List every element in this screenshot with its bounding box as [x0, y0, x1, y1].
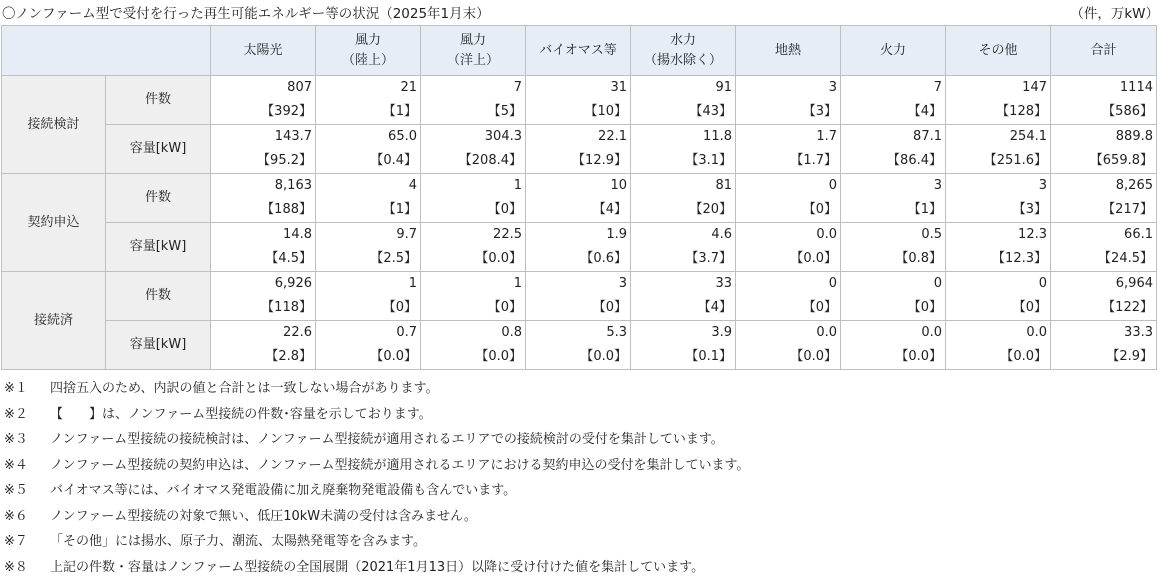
value-cell: 0.0 — [736, 223, 841, 248]
nonfirm-value-cell: 【217】 — [1051, 198, 1157, 223]
nonfirm-value-cell: 【0.4】 — [316, 149, 421, 174]
row-metric-label: 容量[kW] — [106, 321, 211, 370]
nonfirm-value-cell: 【122】 — [1051, 296, 1157, 321]
nonfirm-value-cell: 【0】 — [736, 198, 841, 223]
value-cell: 889.8 — [1051, 125, 1157, 150]
value-cell: 22.1 — [526, 125, 631, 150]
nonfirm-value-cell: 【0.0】 — [526, 345, 631, 370]
row-metric-label: 件数 — [106, 174, 211, 223]
value-cell: 3 — [946, 174, 1051, 199]
value-cell: 14.8 — [211, 223, 316, 248]
value-cell: 33.3 — [1051, 321, 1157, 346]
nonfirm-value-cell: 【0】 — [736, 296, 841, 321]
table-row — [2, 321, 1157, 346]
table-row — [2, 272, 1157, 297]
value-cell: 143.7 — [211, 125, 316, 150]
table-row — [2, 223, 1157, 248]
value-cell: 81 — [631, 174, 736, 199]
value-cell: 4 — [316, 174, 421, 199]
value-cell: 0 — [946, 272, 1051, 297]
value-cell: 5.3 — [526, 321, 631, 346]
value-cell: 8,265 — [1051, 174, 1157, 199]
row-group-label: 契約申込 — [2, 174, 106, 272]
value-cell: 12.3 — [946, 223, 1051, 248]
header-corner — [2, 26, 211, 76]
value-cell: 0.7 — [316, 321, 421, 346]
row-metric-label: 件数 — [106, 76, 211, 125]
nonfirm-value-cell: 【0】 — [526, 296, 631, 321]
value-cell: 3 — [841, 174, 946, 199]
nonfirm-value-cell: 【3.1】 — [631, 149, 736, 174]
value-cell: 304.3 — [421, 125, 526, 150]
nonfirm-value-cell: 【10】 — [526, 100, 631, 125]
nonfirm-value-cell: 【43】 — [631, 100, 736, 125]
value-cell: 22.5 — [421, 223, 526, 248]
value-cell: 0 — [736, 174, 841, 199]
note-item — [4, 504, 1164, 530]
note-item — [4, 529, 1164, 555]
nonfirm-value-cell: 【586】 — [1051, 100, 1157, 125]
table-row — [2, 125, 1157, 150]
nonfirm-value-cell: 【1】 — [841, 198, 946, 223]
note-mark: ※７ — [4, 529, 50, 555]
nonfirm-value-cell: 【0.6】 — [526, 247, 631, 272]
note-text: 【 】は、ノンファーム型接続の件数･容量を示しております。 — [50, 402, 432, 428]
nonfirm-value-cell: 【20】 — [631, 198, 736, 223]
column-header — [631, 26, 736, 76]
value-cell: 33 — [631, 272, 736, 297]
column-header-line: （洋上） — [421, 51, 525, 71]
nonfirm-value-cell: 【86.4】 — [841, 149, 946, 174]
value-cell: 7 — [841, 76, 946, 101]
value-cell: 254.1 — [946, 125, 1051, 150]
column-header-line: 太陽光 — [243, 43, 282, 58]
nonfirm-value-cell: 【3】 — [736, 100, 841, 125]
value-cell: 6,964 — [1051, 272, 1157, 297]
nonfirm-value-cell: 【4】 — [631, 296, 736, 321]
value-cell: 0 — [736, 272, 841, 297]
value-cell: 11.8 — [631, 125, 736, 150]
note-mark: ※８ — [4, 555, 50, 580]
value-cell: 8,163 — [211, 174, 316, 199]
note-text: 四捨五入のため、内訳の値と合計とは一致しない場合があります。 — [50, 376, 438, 402]
note-text: ノンファーム型接続の契約申込は、ノンファーム型接続が適用されるエリアにおける契約申込の受付を集計しています。 — [50, 453, 749, 479]
note-text: ノンファーム型接続の接続検討は、ノンファーム型接続が適用されるエリアでの接続検討の受付を集計しています。 — [50, 427, 724, 453]
nonfirm-value-cell: 【1.7】 — [736, 149, 841, 174]
column-header-line: 火力 — [880, 43, 906, 58]
nonfirm-value-cell: 【659.8】 — [1051, 149, 1157, 174]
table-row — [2, 174, 1157, 199]
nonfirm-value-cell: 【0.0】 — [316, 345, 421, 370]
note-mark: ※４ — [4, 453, 50, 479]
nonfirm-value-cell: 【4】 — [526, 198, 631, 223]
column-header-line: 風力 — [316, 31, 420, 51]
note-item — [4, 376, 1164, 402]
nonfirm-value-cell: 【0.8】 — [841, 247, 946, 272]
note-mark: ※１ — [4, 376, 50, 402]
value-cell: 0.0 — [736, 321, 841, 346]
table-row — [2, 76, 1157, 101]
column-header — [841, 26, 946, 76]
value-cell: 807 — [211, 76, 316, 101]
note-mark: ※６ — [4, 504, 50, 530]
title-row — [0, 0, 1165, 24]
nonfirm-value-cell: 【0.0】 — [841, 345, 946, 370]
value-cell: 65.0 — [316, 125, 421, 150]
row-metric-label: 件数 — [106, 272, 211, 321]
value-cell: 91 — [631, 76, 736, 101]
nonfirm-value-cell: 【95.2】 — [211, 149, 316, 174]
value-cell: 1 — [421, 272, 526, 297]
row-metric-label: 容量[kW] — [106, 125, 211, 174]
nonfirm-value-cell: 【3】 — [946, 198, 1051, 223]
column-header-line: 風力 — [421, 31, 525, 51]
nonfirm-value-cell: 【12.9】 — [526, 149, 631, 174]
value-cell: 1.7 — [736, 125, 841, 150]
column-header — [1051, 26, 1157, 76]
nonfirm-value-cell: 【251.6】 — [946, 149, 1051, 174]
nonfirm-value-cell: 【0】 — [421, 296, 526, 321]
value-cell: 0 — [841, 272, 946, 297]
note-item — [4, 478, 1164, 504]
value-cell: 4.6 — [631, 223, 736, 248]
value-cell: 3.9 — [631, 321, 736, 346]
nonfirm-value-cell: 【0】 — [946, 296, 1051, 321]
value-cell: 10 — [526, 174, 631, 199]
column-header — [211, 26, 316, 76]
note-text: 上記の件数・容量はノンファーム型接続の全国展開（2021年1月13日）以降に受け付けた値を集計しています。 — [50, 555, 704, 580]
column-header-line: 水力 — [631, 31, 735, 51]
column-header — [421, 26, 526, 76]
value-cell: 147 — [946, 76, 1051, 101]
nonfirm-value-cell: 【5】 — [421, 100, 526, 125]
column-header — [526, 26, 631, 76]
value-cell: 31 — [526, 76, 631, 101]
note-mark: ※２ — [4, 402, 50, 428]
value-cell: 1.9 — [526, 223, 631, 248]
note-item — [4, 402, 1164, 428]
column-header — [946, 26, 1051, 76]
note-mark: ※５ — [4, 478, 50, 504]
nonfirm-value-cell: 【0.0】 — [421, 345, 526, 370]
value-cell: 0.0 — [946, 321, 1051, 346]
value-cell: 0.8 — [421, 321, 526, 346]
notes-section — [4, 376, 1164, 580]
value-cell: 3 — [526, 272, 631, 297]
column-header-line: バイオマス等 — [539, 43, 617, 58]
nonfirm-value-cell: 【188】 — [211, 198, 316, 223]
nonfirm-value-cell: 【0.0】 — [736, 247, 841, 272]
nonfirm-value-cell: 【4】 — [841, 100, 946, 125]
note-text: ノンファーム型接続の対象で無い、低圧10kW未満の受付は含みません。 — [50, 504, 477, 530]
value-cell: 3 — [736, 76, 841, 101]
nonfirm-value-cell: 【12.3】 — [946, 247, 1051, 272]
status-table — [1, 25, 1157, 370]
nonfirm-value-cell: 【2.9】 — [1051, 345, 1157, 370]
nonfirm-value-cell: 【0】 — [316, 296, 421, 321]
nonfirm-value-cell: 【1】 — [316, 100, 421, 125]
note-text: 「その他」には揚水、原子力、潮流、太陽熱発電等を含みます。 — [50, 529, 426, 555]
nonfirm-value-cell: 【128】 — [946, 100, 1051, 125]
nonfirm-value-cell: 【2.5】 — [316, 247, 421, 272]
value-cell: 1114 — [1051, 76, 1157, 101]
nonfirm-value-cell: 【118】 — [211, 296, 316, 321]
value-cell: 0.0 — [841, 321, 946, 346]
value-cell: 1 — [316, 272, 421, 297]
note-item — [4, 453, 1164, 479]
value-cell: 9.7 — [316, 223, 421, 248]
column-header — [736, 26, 841, 76]
nonfirm-value-cell: 【1】 — [316, 198, 421, 223]
nonfirm-value-cell: 【4.5】 — [211, 247, 316, 272]
value-cell: 7 — [421, 76, 526, 101]
row-group-label: 接続済 — [2, 272, 106, 370]
column-header — [316, 26, 421, 76]
value-cell: 87.1 — [841, 125, 946, 150]
column-header-line: （陸上） — [316, 51, 420, 71]
row-group-label: 接続検討 — [2, 76, 106, 174]
note-text: バイオマス等には、バイオマス発電設備に加え廃棄物発電設備も含んでいます。 — [50, 478, 516, 504]
note-mark: ※３ — [4, 427, 50, 453]
nonfirm-value-cell: 【0.0】 — [946, 345, 1051, 370]
value-cell: 1 — [421, 174, 526, 199]
nonfirm-value-cell: 【24.5】 — [1051, 247, 1157, 272]
column-header-line: 地熱 — [775, 43, 801, 58]
column-header-line: 合計 — [1090, 43, 1116, 58]
nonfirm-value-cell: 【392】 — [211, 100, 316, 125]
nonfirm-value-cell: 【0.1】 — [631, 345, 736, 370]
nonfirm-value-cell: 【0】 — [421, 198, 526, 223]
row-metric-label: 容量[kW] — [106, 223, 211, 272]
column-header-line: その他 — [978, 43, 1017, 58]
nonfirm-value-cell: 【3.7】 — [631, 247, 736, 272]
nonfirm-value-cell: 【0.0】 — [421, 247, 526, 272]
nonfirm-value-cell: 【0】 — [841, 296, 946, 321]
unit-label: （件，万kW） — [1070, 2, 1165, 22]
nonfirm-value-cell: 【0.0】 — [736, 345, 841, 370]
value-cell: 21 — [316, 76, 421, 101]
nonfirm-value-cell: 【2.8】 — [211, 345, 316, 370]
value-cell: 66.1 — [1051, 223, 1157, 248]
note-item — [4, 555, 1164, 580]
value-cell: 0.5 — [841, 223, 946, 248]
header-row — [2, 26, 1157, 76]
nonfirm-value-cell: 【208.4】 — [421, 149, 526, 174]
note-item — [4, 427, 1164, 453]
column-header-line: （揚水除く） — [631, 51, 735, 71]
value-cell: 6,926 — [211, 272, 316, 297]
table-title: 〇ノンファーム型で受付を行った再生可能エネルギー等の状況（2025年1月末） — [0, 2, 490, 22]
value-cell: 22.6 — [211, 321, 316, 346]
